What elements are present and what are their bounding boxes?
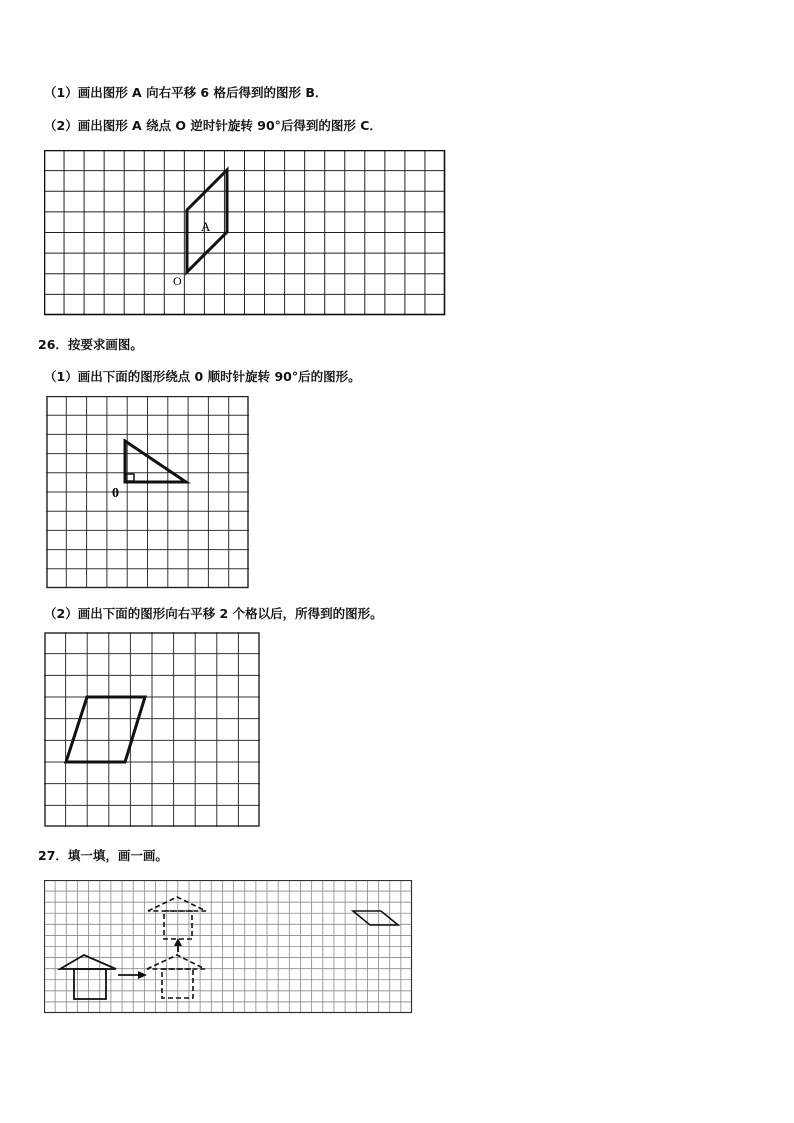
q25-instruction-2: （2）画出图形 A 绕点 O 逆时针旋转 90°后得到的图形 C． xyxy=(44,118,382,133)
house-dashed-moved-up xyxy=(148,897,206,939)
grid-figure-a xyxy=(44,150,446,316)
q26-title: 26．按要求画图。 xyxy=(38,337,143,352)
q26-part1: （1）画出下面的图形绕点 0 顺时针旋转 90°后的图形。 xyxy=(44,369,361,384)
parallelogram xyxy=(66,697,145,762)
arrow-right-icon xyxy=(138,971,147,979)
grid-parallelogram xyxy=(44,632,261,828)
q25-instruction-1: （1）画出图形 A 向右平移 6 格后得到的图形 B． xyxy=(44,85,328,100)
q27-title: 27．填一填，画一画。 xyxy=(38,848,168,863)
q26-part2: （2）画出下面的图形向右平移 2 个格以后，所得到的图形。 xyxy=(44,606,383,621)
grid-house xyxy=(44,880,413,1014)
label-o: O xyxy=(173,274,182,288)
house-body-solid xyxy=(74,969,106,999)
label-zero: 0 xyxy=(112,486,119,501)
house-roof-solid xyxy=(60,955,116,969)
label-a: A xyxy=(201,219,211,234)
grid-triangle xyxy=(46,396,250,589)
